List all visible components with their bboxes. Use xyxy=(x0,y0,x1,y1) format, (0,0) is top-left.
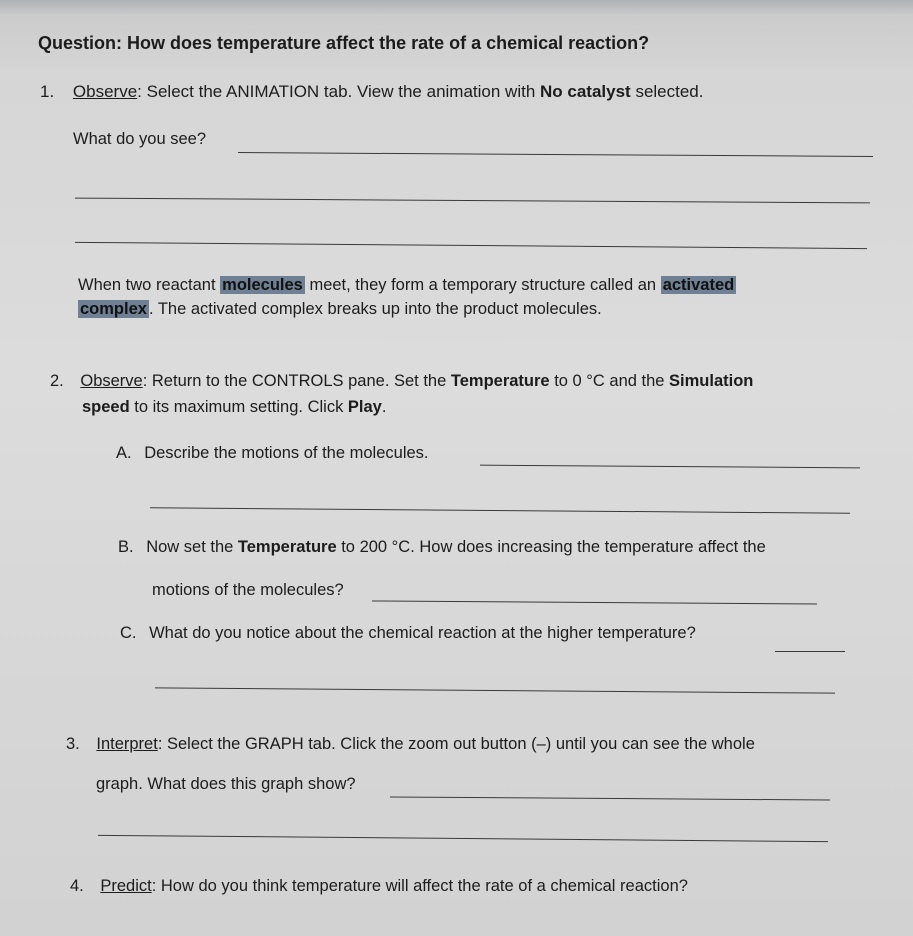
info-highlight-molecules: molecules xyxy=(222,276,303,294)
q2-bold-temperature: Temperature xyxy=(450,372,550,390)
q2-text-pre: : Return to the CONTROLS pane. Set the xyxy=(142,372,451,390)
info-highlight-activated: activated xyxy=(662,276,735,294)
q1-answer-line-2[interactable] xyxy=(75,198,870,204)
q1-instruction xyxy=(40,82,703,102)
q2c-answer-line-2[interactable] xyxy=(155,687,835,693)
q4-instruction xyxy=(70,877,688,896)
q4-number: 4. xyxy=(70,877,84,895)
q3-text: : Select the GRAPH tab. Click the zoom out button (–) until you can see the whole xyxy=(157,735,755,753)
info-highlight-complex: complex xyxy=(80,300,147,318)
question-heading xyxy=(38,33,649,54)
q2a-answer-line-1[interactable] xyxy=(480,465,860,469)
info-text-2: meet, they form a temporary structure called an xyxy=(304,276,661,294)
question-label: Question: xyxy=(38,33,122,53)
q2b-text-pre: Now set the xyxy=(146,538,238,556)
info-text-3: . The activated complex breaks up into the product molecules. xyxy=(148,300,602,318)
q1-text-post: selected. xyxy=(630,82,704,101)
question-text: How does temperature affect the rate of a chemical reaction? xyxy=(127,33,650,53)
q1-bold: No catalyst xyxy=(540,82,631,101)
q2-text-2: to its maximum setting. Click xyxy=(129,398,348,416)
q1-answer-line-1[interactable] xyxy=(238,152,873,157)
q2-number: 2. xyxy=(50,372,64,390)
q4-text: : How do you think temperature will affect the rate of a chemical reaction? xyxy=(151,877,688,895)
info-line-1 xyxy=(78,276,736,295)
q1-label: Observe xyxy=(72,82,138,101)
q3-label: Interpret xyxy=(96,735,158,753)
info-text-1: When two reactant xyxy=(78,276,221,294)
q2c-label: C. xyxy=(120,624,137,642)
q2-bold-simulation: Simulation xyxy=(669,372,754,390)
q1-number: 1. xyxy=(40,82,55,101)
q2-bold-play: Play xyxy=(347,398,382,416)
q2b-bold-temperature: Temperature xyxy=(237,538,337,556)
q2-text-mid: to 0 °C and the xyxy=(549,372,670,390)
q2c-question xyxy=(120,624,696,643)
q3-instruction-line-2: graph. What does this graph show? xyxy=(96,775,356,793)
q2c-text: What do you notice about the chemical reaction at the higher temperature? xyxy=(149,624,696,642)
page-top-edge xyxy=(0,0,913,14)
q2a-text: Describe the motions of the molecules. xyxy=(144,444,429,462)
q2b-text-post: to 200 °C. How does increasing the temperature affect the xyxy=(336,538,766,556)
q1-text-pre: : Select the ANIMATION tab. View the animation with xyxy=(137,82,541,101)
q2b-answer-line[interactable] xyxy=(372,600,817,604)
q2b-label: B. xyxy=(118,538,134,556)
q2b-question-line-2: motions of the molecules? xyxy=(152,581,344,599)
q1-answer-line-3[interactable] xyxy=(75,242,867,249)
q2-instruction-line-2 xyxy=(82,398,386,417)
q1-prompt: What do you see? xyxy=(73,130,206,148)
q2c-answer-line-1[interactable] xyxy=(775,651,845,652)
q4-label: Predict xyxy=(100,877,152,895)
q3-number: 3. xyxy=(66,735,80,753)
q3-answer-line-1[interactable] xyxy=(390,796,830,800)
q2-text-end: . xyxy=(381,398,387,416)
q2a-question xyxy=(116,444,429,463)
q2-label: Observe xyxy=(80,372,143,390)
q3-answer-line-2[interactable] xyxy=(98,835,828,842)
q2a-label: A. xyxy=(116,444,132,462)
info-line-2 xyxy=(78,300,602,319)
q2a-answer-line-2[interactable] xyxy=(150,507,850,513)
q2-instruction-line-1 xyxy=(50,372,753,391)
q3-instruction-line-1 xyxy=(66,735,755,754)
q2b-question-line-1 xyxy=(118,538,766,557)
q2-bold-speed: speed xyxy=(82,398,130,416)
